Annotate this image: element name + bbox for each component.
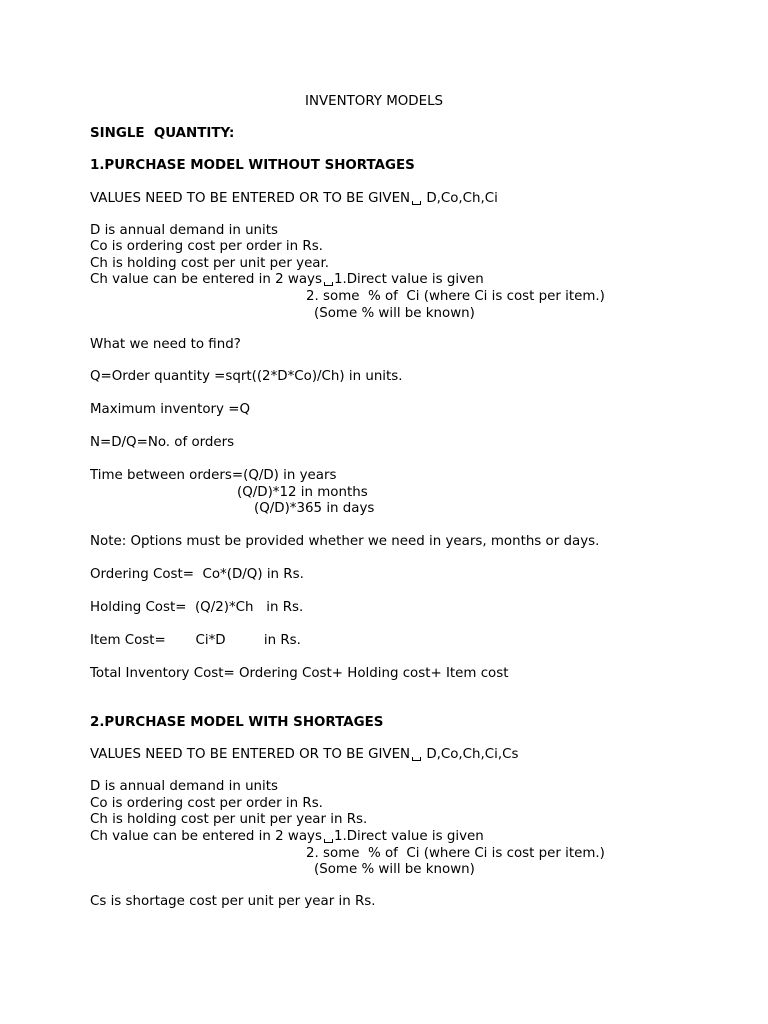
model1-ch-option2-note: (Some % will be known) bbox=[314, 306, 475, 321]
model2-values-suffix: D,Co,Ch,Ci,Cs bbox=[422, 747, 519, 762]
model1-time-months: (Q/D)*12 in months bbox=[237, 485, 368, 500]
missing-glyph-icon bbox=[412, 752, 421, 761]
model1-total-cost: Total Inventory Cost= Ordering Cost+ Holding cost+ Item cost bbox=[90, 666, 509, 681]
missing-glyph-icon bbox=[324, 277, 333, 286]
model1-heading: 1.PURCHASE MODEL WITHOUT SHORTAGES bbox=[90, 158, 415, 173]
model2-ch-ways-suffix: 1.Direct value is given bbox=[333, 829, 484, 844]
section-heading: SINGLE QUANTITY: bbox=[90, 126, 235, 141]
model2-heading: 2.PURCHASE MODEL WITH SHORTAGES bbox=[90, 715, 384, 730]
model1-note: Note: Options must be provided whether we need in years, months or days. bbox=[90, 534, 600, 549]
model1-def-d: D is annual demand in units bbox=[90, 223, 278, 238]
model1-ch-ways-prefix: Ch value can be entered in 2 ways bbox=[90, 272, 322, 287]
model1-ch-ways bbox=[90, 272, 484, 289]
model1-what-to-find: What we need to find? bbox=[90, 337, 241, 352]
model1-item-cost: Item Cost= Ci*D in Rs. bbox=[90, 633, 301, 648]
model1-holding-cost: Holding Cost= (Q/2)*Ch in Rs. bbox=[90, 600, 304, 615]
model2-def-ch: Ch is holding cost per unit per year in Rs. bbox=[90, 812, 368, 827]
model2-values-prefix: VALUES NEED TO BE ENTERED OR TO BE GIVEN bbox=[90, 747, 411, 762]
model1-max-inventory: Maximum inventory =Q bbox=[90, 402, 250, 417]
model2-def-d: D is annual demand in units bbox=[90, 779, 278, 794]
model2-ch-ways-prefix: Ch value can be entered in 2 ways bbox=[90, 829, 322, 844]
model1-def-co: Co is ordering cost per order in Rs. bbox=[90, 239, 323, 254]
model1-n-formula: N=D/Q=No. of orders bbox=[90, 435, 235, 450]
model1-values-line bbox=[90, 191, 498, 208]
model2-def-co: Co is ordering cost per order in Rs. bbox=[90, 796, 323, 811]
model1-time-days: (Q/D)*365 in days bbox=[254, 501, 375, 516]
model1-q-formula: Q=Order quantity =sqrt((2*D*Co)/Ch) in units. bbox=[90, 369, 403, 384]
missing-glyph-icon bbox=[324, 834, 333, 843]
model1-values-suffix: D,Co,Ch,Ci bbox=[422, 191, 498, 206]
model2-def-cs: Cs is shortage cost per unit per year in Rs. bbox=[90, 894, 376, 909]
model2-ch-ways bbox=[90, 829, 484, 846]
model1-time-years: Time between orders=(Q/D) in years bbox=[90, 468, 337, 483]
model1-ordering-cost: Ordering Cost= Co*(D/Q) in Rs. bbox=[90, 567, 304, 582]
model2-ch-option2-note: (Some % will be known) bbox=[314, 862, 475, 877]
document-title: INVENTORY MODELS bbox=[305, 94, 444, 109]
model1-values-prefix: VALUES NEED TO BE ENTERED OR TO BE GIVEN bbox=[90, 191, 411, 206]
missing-glyph-icon bbox=[412, 196, 421, 205]
model1-ch-option2: 2. some % of Ci (where Ci is cost per item.) bbox=[306, 289, 605, 304]
model1-def-ch: Ch is holding cost per unit per year. bbox=[90, 256, 330, 271]
model2-values-line bbox=[90, 747, 518, 764]
model2-ch-option2: 2. some % of Ci (where Ci is cost per item.) bbox=[306, 846, 605, 861]
model1-ch-ways-suffix: 1.Direct value is given bbox=[333, 272, 484, 287]
